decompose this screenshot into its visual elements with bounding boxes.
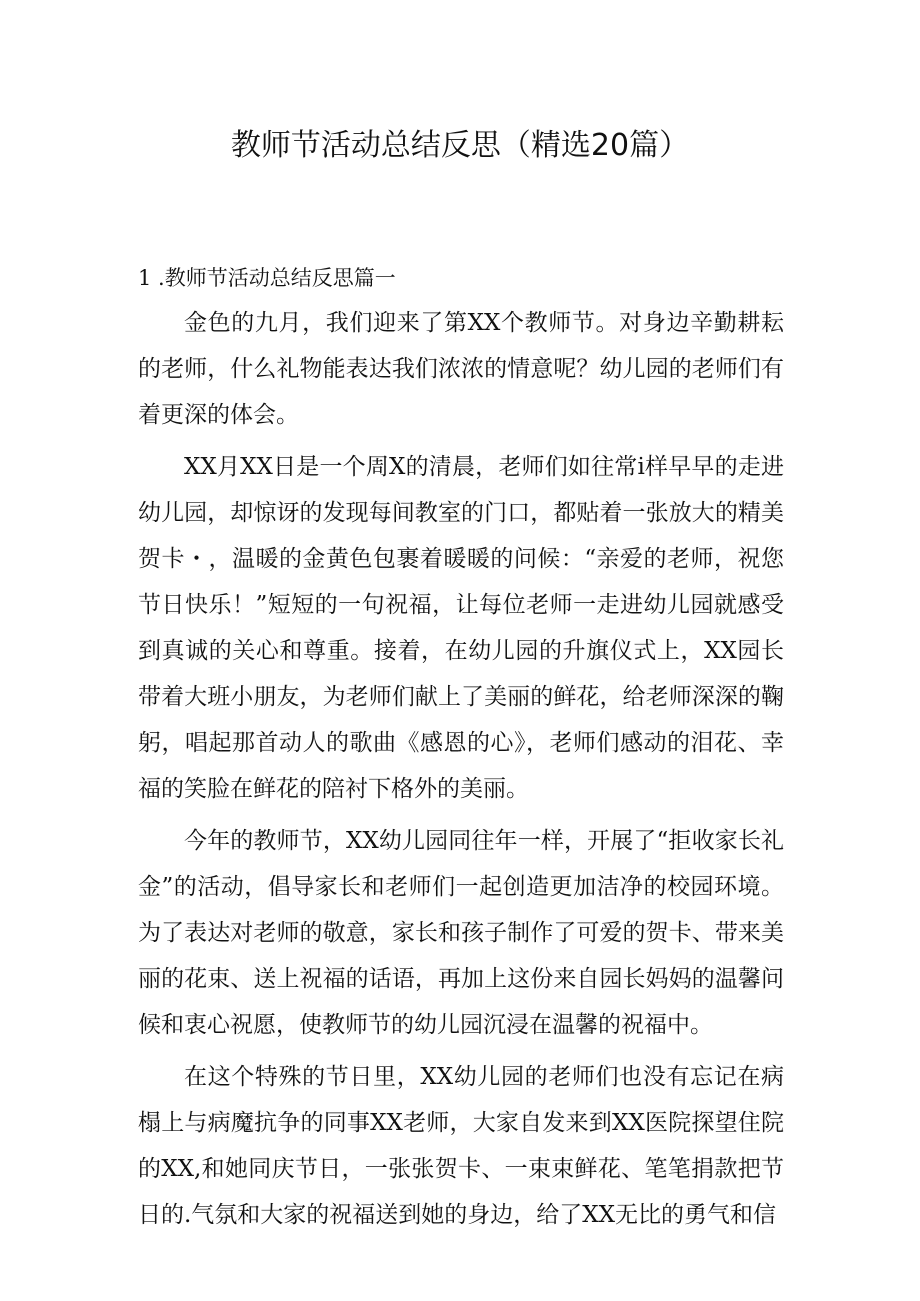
document-title: 教师节活动总结反思（精选20篇） [230, 128, 690, 163]
paragraph: XX月XX日是一个周X的清晨，老师们如往常i样早早的走进幼儿园，却惊讶的发现每间教室的门口，都贴着一张放大的精美贺卡・，温暖的金黄色包裹着暖暖的问候：“亲爱的老师，祝您节日快乐！”短短的一句祝福，让每位老师一走进幼儿园就感受到真诚的关心和尊重。接着，在幼儿园的升旗仪式上，XX园长带着大班小朋友，为老师们献上了美丽的鲜花，给老师深深的鞠躬，唱起那首动人的歌曲《感恩的心》，老师们感动的泪花、幸福的笑脸在鲜花的陪衬下格外的美丽。 [138, 454, 784, 802]
paragraph: 金色的九月，我们迎来了第XX个教师节。对身边辛勤耕耘的老师，什么礼物能表达我们浓浓的情意呢？幼儿园的老师们有着更深的体会。 [138, 310, 784, 428]
paragraph: 在这个特殊的节日里，XX幼儿园的老师们也没有忘记在病榻上与病魔抗争的同事XX老师，大家自发来到XX医院探望住院的XX,和她同庆节日，一张张贺卡、一束束鲜花、笔笔捐款把节日的.气氛和大家的祝福送到她的身边，给了XX无比的勇气和信 [138, 1064, 784, 1228]
section-heading: 1 .教师节活动总结反思篇一 [138, 266, 396, 290]
paragraph: 今年的教师节，XX幼儿园同往年一样，开展了“拒收家长礼金”的活动，倡导家长和老师们一起创造更加洁净的校园环境。为了表达对老师的敬意，家长和孩子制作了可爱的贺卡、带来美丽的花束、送上祝福的话语，再加上这份来自园长妈妈的温馨问候和衷心祝愿，使教师节的幼儿园沉浸在温馨的祝福中。 [138, 828, 784, 1038]
document-body [138, 300, 784, 1244]
